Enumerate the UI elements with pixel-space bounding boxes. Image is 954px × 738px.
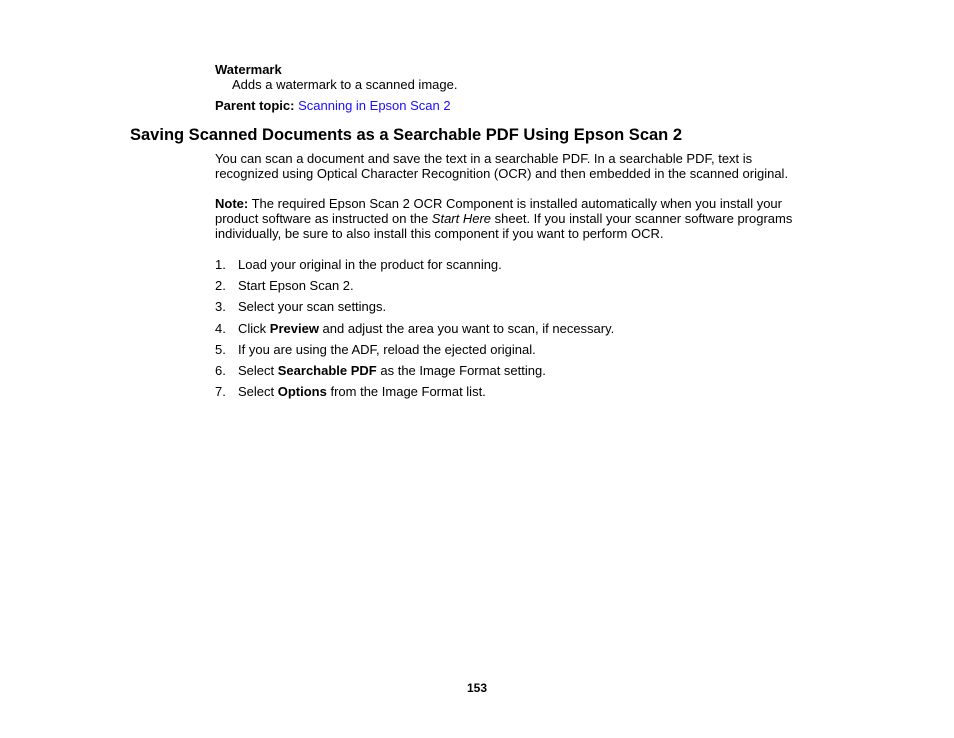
- step-text-post: and adjust the area you want to scan, if necessary.: [318, 320, 615, 336]
- step-text-post: as the Image Format setting.: [376, 362, 546, 378]
- parent-topic-label: Parent topic:: [215, 98, 295, 113]
- step-number: 3.: [215, 299, 226, 315]
- step-number: 2.: [215, 278, 226, 294]
- list-item: [215, 257, 614, 278]
- step-text: Load your original in the product for scanning.: [238, 257, 502, 272]
- step-number: 5.: [215, 341, 226, 357]
- list-item: [215, 321, 614, 342]
- section-heading: Saving Scanned Documents as a Searchable PDF Using Epson Scan 2: [130, 126, 683, 144]
- step-text: Select: [238, 362, 278, 378]
- note-text-d: individually, be sure to also install this component if you want to perform OCR.: [215, 226, 664, 241]
- step-bold: Searchable PDF: [277, 362, 377, 378]
- parent-topic-link[interactable]: Scanning in Epson Scan 2: [298, 98, 451, 113]
- step-text: Select your scan settings.: [238, 299, 387, 315]
- step-text: Start Epson Scan 2.: [238, 278, 354, 294]
- step-bold: Options: [277, 384, 327, 400]
- list-item: [215, 363, 614, 384]
- step-number: 4.: [215, 320, 226, 336]
- steps-list: [215, 257, 614, 405]
- step-bold: Preview: [269, 320, 319, 336]
- note-text-b: product software as instructed on the: [215, 211, 432, 226]
- note-paragraph: [215, 196, 815, 241]
- note-text-a: The required Epson Scan 2 OCR Component is installed automatically when you install your: [248, 196, 782, 211]
- term-description: Adds a watermark to a scanned image.: [232, 77, 458, 92]
- note-text-c: sheet. If you install your scanner software programs: [491, 211, 793, 226]
- list-item: [215, 342, 614, 363]
- parent-topic: [215, 98, 451, 113]
- note-italic: Start Here: [431, 211, 492, 226]
- step-text: If you are using the ADF, reload the ejected original.: [238, 341, 536, 357]
- note-label: Note:: [215, 196, 249, 211]
- list-item: [215, 299, 614, 320]
- step-text-post: from the Image Format list.: [326, 384, 486, 400]
- list-item: [215, 384, 614, 405]
- step-number: 6.: [215, 362, 226, 378]
- intro-line-1: You can scan a document and save the text in a searchable PDF. In a searchable PDF, text is: [215, 151, 753, 166]
- step-number: 1.: [215, 257, 226, 272]
- page-number: 153: [466, 681, 488, 695]
- step-text: Click: [238, 320, 270, 336]
- term-title: Watermark: [215, 62, 282, 77]
- step-text: Select: [238, 384, 278, 400]
- intro-line-2: recognized using Optical Character Recognition (OCR) and then embedded in the scanned original.: [215, 166, 789, 181]
- step-number: 7.: [215, 384, 226, 400]
- list-item: [215, 278, 614, 299]
- intro-paragraph: [215, 151, 815, 181]
